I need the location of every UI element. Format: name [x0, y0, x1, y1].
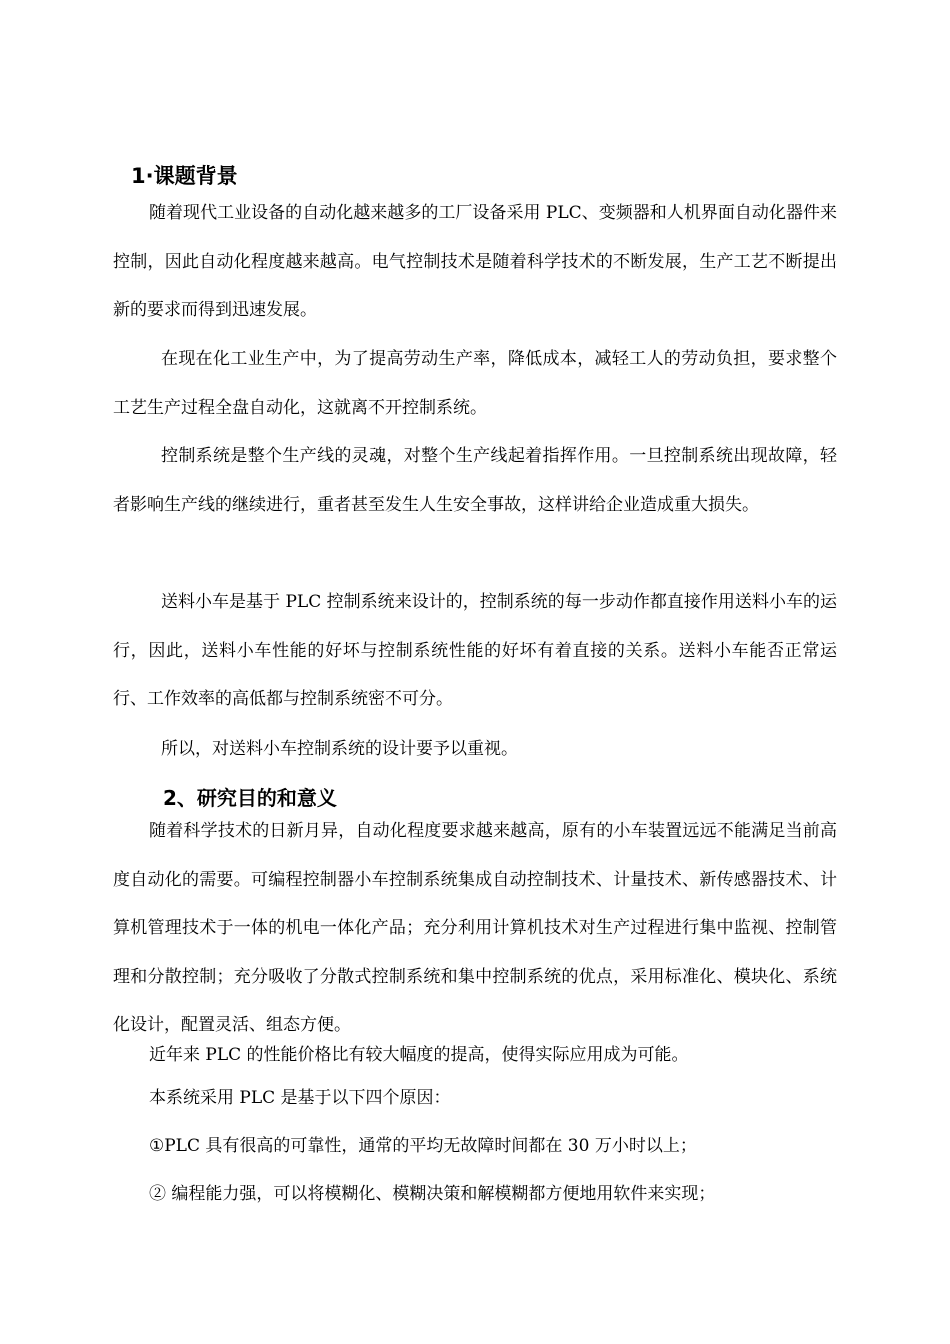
section-1-paragraph-2: 在现在化工业生产中，为了提高劳动生产率，降低成本，减轻工人的劳动负担，要求整个工艺生产过程全盘自动化，这就离不开控制系统。 [113, 349, 837, 418]
section-2-list-item-2: ② 编程能力强，可以将模糊化、模糊决策和解模糊都方便地用软件来实现； [149, 1184, 716, 1204]
section-1-paragraph-1: 随着现代工业设备的自动化越来越多的工厂设备采用 PLC、变频器和人机界面自动化器件来控制，因此自动化程度越来越高。电气控制技术是随着科学技术的不断发展，生产工艺不断提出新的要求而得到迅速发展。 [113, 203, 837, 320]
section-1-paragraph-3: 控制系统是整个生产线的灵魂，对整个生产线起着指挥作用。一旦控制系统出现故障，轻者影响生产线的继续进行，重者甚至发生人生安全事故，这样讲给企业造成重大损失。 [113, 446, 837, 515]
section-2-paragraph-2: 近年来 PLC 的性能价格比有较大幅度的提高，使得实际应用成为可能。 [149, 1045, 689, 1065]
section-2-list-item-1: ①PLC 具有很高的可靠性，通常的平均无故障时间都在 30 万小时以上； [149, 1136, 697, 1156]
section-2-heading: 2、研究目的和意义 [163, 786, 337, 810]
section-2-paragraph-1: 随着科学技术的日新月异，自动化程度要求越来越高，原有的小车装置远远不能满足当前高度自动化的需要。可编程控制器小车控制系统集成自动控制技术、计量技术、新传感器技术、计算机管理技术于一体的机电一体化产品；充分利用计算机技术对生产过程进行集中监视、控制管理和分散控制；充分吸收了分散式控制系统和集中控制系统的优点，采用标准化、模块化、系统化设计，配置灵活、组态方便。 [113, 821, 837, 1035]
section-1-paragraph-4: 送料小车是基于 PLC 控制系统来设计的，控制系统的每一步动作都直接作用送料小车的运行，因此，送料小车性能的好坏与控制系统性能的好坏有着直接的关系。送料小车能否正常运行、工作效率的高低都与控制系统密不可分。 [113, 592, 837, 709]
section-1-heading: 1·课题背景 [131, 164, 238, 188]
section-1-paragraph-5: 所以，对送料小车控制系统的设计要予以重视。 [161, 739, 518, 759]
section-2-paragraph-3: 本系统采用 PLC 是基于以下四个原因： [149, 1088, 451, 1108]
